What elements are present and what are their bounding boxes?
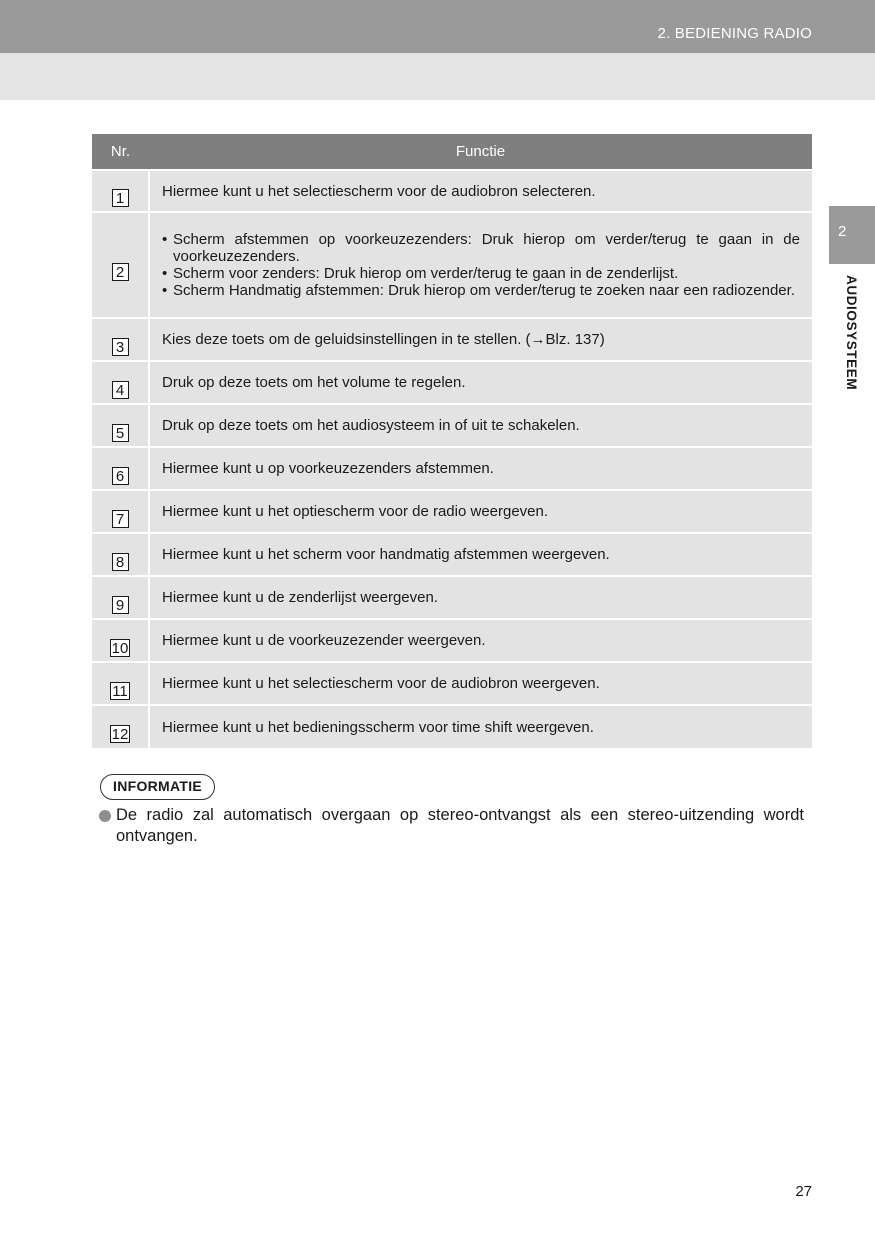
header-band — [0, 0, 875, 53]
row-description: Hiermee kunt u het optiescherm voor de radio weergeven. — [149, 490, 812, 533]
table-row — [92, 404, 812, 447]
chapter-tab — [829, 206, 875, 264]
chapter-label: AUDIOSYSTEEM — [844, 275, 859, 391]
information-label: INFORMATIE — [100, 774, 215, 800]
row-description: Hiermee kunt u op voorkeuzezenders afstemmen. — [149, 447, 812, 490]
bullet-item: • Scherm voor zenders: Druk hierop om verder/terug te gaan in de zenderlijst. — [162, 265, 800, 282]
function-table — [92, 134, 812, 748]
row-description: Druk op deze toets om het volume te regelen. — [149, 361, 812, 404]
number-badge: 9 — [112, 596, 129, 614]
table-row — [92, 576, 812, 619]
row-description: Hiermee kunt u het selectiescherm voor de audiobron selecteren. — [149, 170, 812, 212]
table-row — [92, 662, 812, 705]
table-header-row — [92, 134, 812, 170]
number-badge: 1 — [112, 189, 129, 207]
bullet-dot-icon — [99, 810, 111, 822]
number-badge: 5 — [112, 424, 129, 442]
number-badge: 8 — [112, 553, 129, 571]
table-row — [92, 619, 812, 662]
number-badge: 7 — [112, 510, 129, 528]
bullet-item: • Scherm afstemmen op voorkeuzezenders: Druk hierop om verder/terug te gaan in de voorkeuzezenders. — [162, 231, 800, 265]
row-description: Hiermee kunt u het bedieningsscherm voor time shift weergeven. — [149, 705, 812, 748]
table-row — [92, 490, 812, 533]
table-row — [92, 361, 812, 404]
number-badge: 3 — [112, 338, 129, 356]
row-description: Hiermee kunt u het selectiescherm voor de audiobron weergeven. — [149, 662, 812, 705]
row-description: Hiermee kunt u de voorkeuzezender weergeven. — [149, 619, 812, 662]
number-badge: 11 — [112, 682, 128, 700]
number-badge: 10 — [111, 639, 129, 657]
table-row — [92, 533, 812, 576]
column-header-nr: Nr. — [92, 134, 149, 170]
row-description: Druk op deze toets om het audiosysteem in of uit te schakelen. — [149, 404, 812, 447]
number-badge: 4 — [112, 381, 129, 399]
table-row — [92, 447, 812, 490]
number-badge: 2 — [112, 263, 129, 281]
number-badge: 12 — [111, 726, 129, 743]
table-row — [92, 318, 812, 361]
bullet-list — [162, 231, 800, 299]
chapter-number: 2 — [838, 223, 847, 240]
row-description: Kies deze toets om de geluidsinstellingen in te stellen. (→Blz. 137) — [149, 318, 812, 361]
bullet-item: • Scherm Handmatig afstemmen: Druk hierop om verder/terug te zoeken naar een radiozender. — [162, 282, 800, 299]
table-row — [92, 705, 812, 748]
row-description — [149, 212, 812, 318]
column-header-function: Functie — [149, 134, 812, 170]
table-row — [92, 212, 812, 318]
section-title: 2. BEDIENING RADIO — [657, 25, 812, 42]
table-row — [92, 170, 812, 212]
number-badge: 6 — [112, 467, 129, 485]
header-sub-band — [0, 53, 875, 100]
page-number: 27 — [795, 1183, 812, 1200]
row-description: Hiermee kunt u de zenderlijst weergeven. — [149, 576, 812, 619]
row-description: Hiermee kunt u het scherm voor handmatig afstemmen weergeven. — [149, 533, 812, 576]
information-text: De radio zal automatisch overgaan op stereo-ontvangst als een stereo-uitzending wordt ontvangen. — [116, 806, 804, 845]
